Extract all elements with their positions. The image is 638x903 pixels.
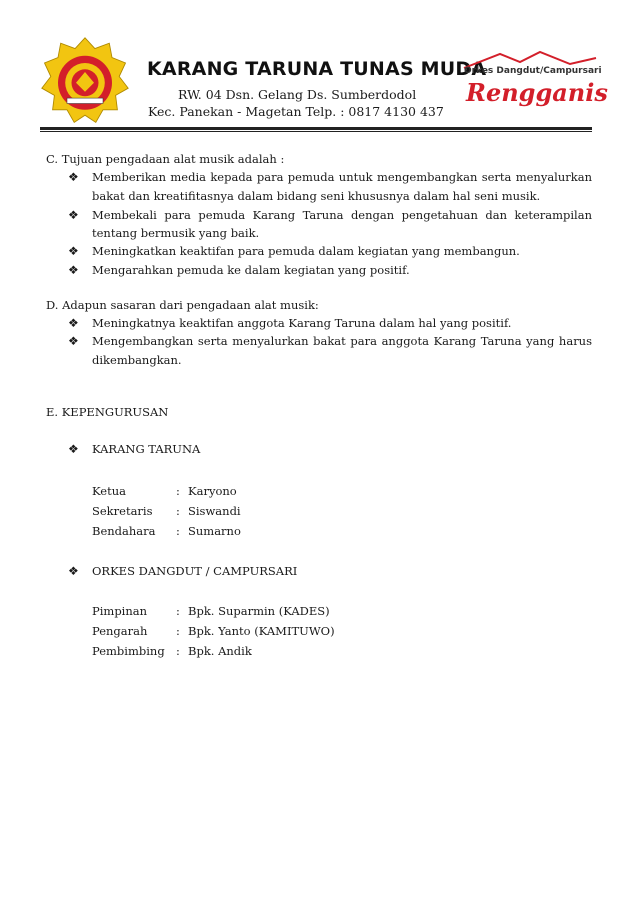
colon-separator: : <box>176 624 180 638</box>
section-c-item-1-line-1: Memberikan media kepada para pemuda untuk mengembangkan serta menyalurkan <box>92 170 592 184</box>
member-name: Bpk. Yanto (KAMITUWO) <box>188 624 335 638</box>
member-role: Sekretaris <box>92 504 153 518</box>
section-c-item-1-line-2: bakat dan kreatifitasnya dalam bidang seni khususnya dalam hal seni musik. <box>92 189 541 203</box>
colon-separator: : <box>176 504 180 518</box>
brand-tagline: Orkes Dangdut/Campursari <box>464 66 602 76</box>
bullet-icon: ❖ <box>68 442 79 456</box>
bullet-icon: ❖ <box>68 263 79 277</box>
address-line-1: RW. 04 Dsn. Gelang Ds. Sumberdodol <box>178 87 417 102</box>
brand-name: Rengganis <box>466 78 608 107</box>
member-role: Pimpinan <box>92 604 148 618</box>
address-line-2: Kec. Panekan - Magetan Telp. : 0817 4130 437 <box>148 104 444 119</box>
section-d-item-2-line-2: dikembangkan. <box>92 353 182 367</box>
colon-separator: : <box>176 484 180 498</box>
member-name: Karyono <box>188 484 237 498</box>
section-d-item-1: Meningkatnya keaktifan anggota Karang Taruna dalam hal yang positif. <box>92 316 512 330</box>
bullet-icon: ❖ <box>68 564 79 578</box>
section-c-item-4: Mengarahkan pemuda ke dalam kegiatan yang positif. <box>92 263 410 277</box>
group-title-orkes-dangdut: ORKES DANGDUT / CAMPURSARI <box>92 564 298 578</box>
bullet-icon: ❖ <box>68 170 79 184</box>
section-d-item-2-line-1: Mengembangkan serta menyalurkan bakat para anggota Karang Taruna yang harus <box>92 334 592 348</box>
member-role: Pengarah <box>92 624 148 638</box>
section-c-item-2-line-1: Membekali para pemuda Karang Taruna dengan pengetahuan dan keterampilan <box>92 208 592 222</box>
organization-title: KARANG TARUNA TUNAS MUDA <box>147 58 487 80</box>
colon-separator: : <box>176 604 180 618</box>
header-rule-thin <box>40 131 592 132</box>
bullet-icon: ❖ <box>68 334 79 348</box>
section-c-item-2-line-2: tentang bermusik yang baik. <box>92 226 260 240</box>
member-name: Bpk. Andik <box>188 644 252 658</box>
letterhead <box>0 0 638 130</box>
bullet-icon: ❖ <box>68 208 79 222</box>
member-name: Siswandi <box>188 504 241 518</box>
colon-separator: : <box>176 644 180 658</box>
karang-taruna-emblem-icon <box>40 36 130 126</box>
section-c-heading: C. Tujuan pengadaan alat musik adalah : <box>46 152 285 166</box>
header-rule-thick <box>40 127 592 130</box>
bullet-icon: ❖ <box>68 244 79 258</box>
member-role: Bendahara <box>92 524 156 538</box>
member-name: Sumarno <box>188 524 241 538</box>
member-role: Pembimbing <box>92 644 165 658</box>
section-d-heading: D. Adapun sasaran dari pengadaan alat musik: <box>46 298 319 312</box>
section-e-heading: E. KEPENGURUSAN <box>46 405 169 419</box>
section-c-item-3: Meningkatkan keaktifan para pemuda dalam kegiatan yang membangun. <box>92 244 520 258</box>
rengganis-brand-logo <box>460 50 608 108</box>
group-title-karang-taruna: KARANG TARUNA <box>92 442 201 456</box>
bullet-icon: ❖ <box>68 316 79 330</box>
colon-separator: : <box>176 524 180 538</box>
member-role: Ketua <box>92 484 126 498</box>
member-name: Bpk. Suparmin (KADES) <box>188 604 330 618</box>
